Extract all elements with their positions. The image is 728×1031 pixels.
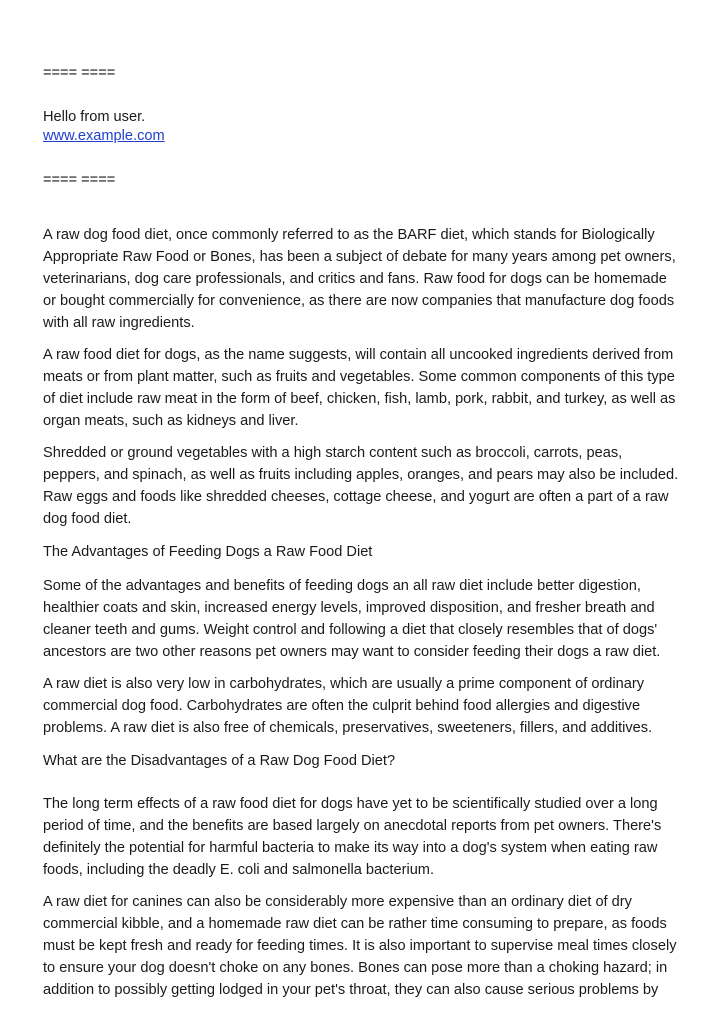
paragraph-line: problems. A raw diet is also free of chemicals, preservatives, sweeteners, fillers, and additives.: [43, 720, 653, 736]
paragraph-line: must be kept fresh and ready for feeding times. It is also important to supervise meal times closely: [43, 938, 677, 954]
separator-top: ==== ====: [43, 65, 116, 81]
paragraph-line: to ensure your dog doesn't choke on any bones. Bones can pose more than a choking hazard; in: [43, 960, 668, 976]
paragraph-line: organ meats, such as kidneys and liver.: [43, 413, 299, 429]
paragraph-line: period of time, and the benefits are based largely on anecdotal reports from pet owners. There's: [43, 818, 662, 834]
paragraph-line: peppers, and spinach, as well as fruits including apples, oranges, and pears may also be included.: [43, 467, 679, 483]
paragraph-line: commercial dog food. Carbohydrates are often the culprit behind food allergies and digestive: [43, 698, 641, 714]
paragraph-line: A raw food diet for dogs, as the name suggests, will contain all uncooked ingredients derived from: [43, 347, 674, 363]
paragraph-line: healthier coats and skin, increased energy levels, improved disposition, and fresher breath and: [43, 600, 655, 616]
paragraph-line: dog food diet.: [43, 511, 132, 527]
website-link[interactable]: www.example.com: [43, 128, 165, 144]
paragraph-line: Appropriate Raw Food or Bones, has been a subject of debate for many years among pet owners,: [43, 249, 676, 265]
paragraph-line: meats or from plant matter, such as fruits and vegetables. Some common components of this type: [43, 369, 675, 385]
paragraph-line: A raw diet is also very low in carbohydrates, which are usually a prime component of ordinary: [43, 676, 645, 692]
paragraph-line: Some of the advantages and benefits of feeding dogs an all raw diet include better digestion,: [43, 578, 641, 594]
paragraph-line: or bought commercially for convenience, as there are now companies that manufacture dog foods: [43, 293, 675, 309]
paragraph-line: A raw dog food diet, once commonly referred to as the BARF diet, which stands for Biologically: [43, 227, 655, 243]
greeting-text: Hello from user.: [43, 109, 146, 125]
section-heading: What are the Disadvantages of a Raw Dog Food Diet?: [43, 753, 396, 769]
paragraph-line: The long term effects of a raw food diet for dogs have yet to be scientifically studied over a long: [43, 796, 658, 812]
paragraph-line: Raw eggs and foods like shredded cheeses, cottage cheese, and yogurt are often a part of a raw: [43, 489, 669, 505]
paragraph-line: A raw diet for canines can also be considerably more expensive than an ordinary diet of dry: [43, 894, 632, 910]
paragraph-line: addition to possibly getting lodged in your pet's throat, they can also cause serious problems by: [43, 982, 659, 998]
paragraph-line: foods, including the deadly E. coli and salmonella bacterium.: [43, 862, 435, 878]
paragraph-line: with all raw ingredients.: [43, 315, 195, 331]
paragraph-line: ancestors are two other reasons pet owners may want to consider feeding their dogs a raw diet.: [43, 644, 661, 660]
paragraph-line: definitely the potential for harmful bacteria to make its way into a dog's system when eating raw: [43, 840, 658, 856]
paragraph-line: veterinarians, dog care professionals, and critics and fans. Raw food for dogs can be homemade: [43, 271, 667, 287]
separator-bottom: ==== ====: [43, 172, 116, 188]
paragraph-line: Shredded or ground vegetables with a high starch content such as broccoli, carrots, peas,: [43, 445, 623, 461]
paragraph-line: of diet include raw meat in the form of beef, chicken, fish, lamb, pork, rabbit, and turkey, as well as: [43, 391, 676, 407]
section-heading: The Advantages of Feeding Dogs a Raw Food Diet: [43, 544, 373, 560]
paragraph-line: cleaner teeth and gums. Weight control and following a diet that closely resembles that of dogs': [43, 622, 658, 638]
paragraph-line: commercial kibble, and a homemade raw diet can be rather time consuming to prepare, as foods: [43, 916, 667, 932]
